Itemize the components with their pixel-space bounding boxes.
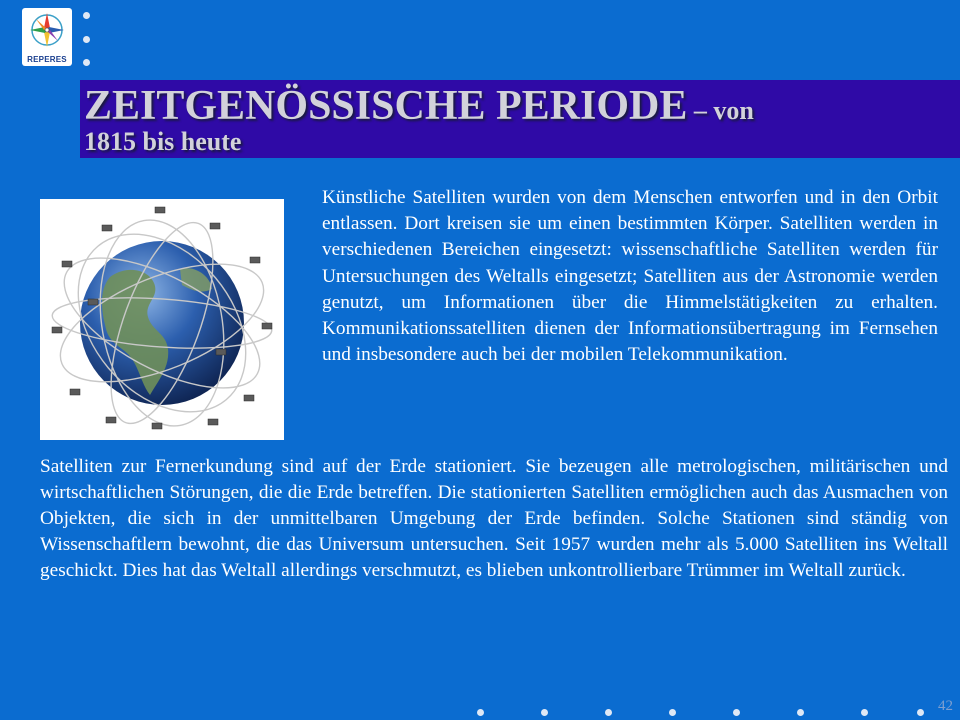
title-suffix: – von [687, 96, 754, 125]
reperes-logo [22, 8, 72, 66]
logo-label: REPERES [27, 55, 67, 64]
decor-dot [477, 709, 484, 716]
intro-paragraph: Künstliche Satelliten wurden von dem Menschen entworfen und in den Orbit entlassen. Dort kreisen sie um einen bestimmten Körper. Satelliten werden in verschiedenen Bereichen eingesetzt: wissenschaftliche Satelliten werden für Untersuchungen des Weltalls eingesetzt; Satelliten aus der Astronomie werden genutzt, um Informationen über die Himmelstätigkeiten zu erhalten. Kommunikationssatelliten dienen der Informationsübertragung im Fernsehen und insbesondere auch bei der mobilen Telekommunikation. [322, 187, 938, 366]
decor-dot [83, 12, 90, 19]
page-number: 42 [938, 698, 953, 714]
decor-dot [669, 709, 676, 716]
decor-dot [605, 709, 612, 716]
decor-dot [917, 709, 924, 716]
slide-title [84, 84, 904, 155]
decor-dot [541, 709, 548, 716]
decor-dot [797, 709, 804, 716]
decor-dot [83, 36, 90, 43]
decor-dot [861, 709, 868, 716]
title-line2: 1815 bis heute [84, 127, 242, 157]
globe-satellites-image [40, 199, 284, 440]
decor-dot [733, 709, 740, 716]
decor-dot [83, 59, 90, 66]
globe-icon [40, 199, 284, 440]
title-main: ZEITGENÖSSISCHE PERIODE [84, 83, 688, 129]
compass-rose-icon [22, 8, 72, 54]
body-paragraph: Satelliten zur Fernerkundung sind auf der Erde stationiert. Sie bezeugen alle metrologischen, militärischen und wirtschaftlichen Störungen, die die Erde betreffen. Die stationierten Satelliten ermöglichen auch das Ausmachen von Objekten, die sich in der unmittelbaren Umgebung der Erde befinden. Solche Stationen sind ständig von Wissenschaftlern bewohnt, die das Universum untersuchen. Seit 1957 wurden mehr als 5.000 Satelliten ins Weltall geschickt. Dies hat das Weltall allerdings verschmutzt, es blieben unkontrollierbare Trümmer im Weltall zurück. [40, 456, 948, 581]
